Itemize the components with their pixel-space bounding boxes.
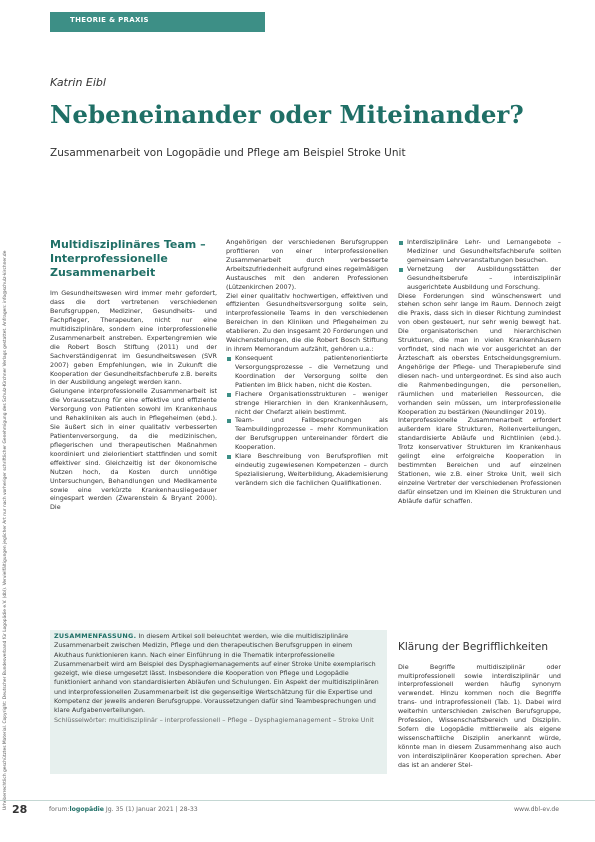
demands-list: [226, 354, 388, 488]
list-item: Klare Beschreibung von Berufsprofilen mit eindeutig zugewiesenen Kompetenzen – durch Spezialisierung, Weiterbildung, Akademisierung verändern sich die fachlichen Qualifikationen.: [226, 452, 388, 488]
journal-info: forum:logopädie Jg. 35 (1) Januar 2021 | 28-33: [49, 806, 198, 813]
summary-label: ZUSAMMENFASSUNG.: [54, 632, 137, 640]
list-item: Vernetzung der Ausbildungsstätten der Gesundheitsberufe – interdisziplinär ausgerichtete Ausbildung und Forschung.: [398, 265, 561, 292]
article-title: Nebeneinander oder Miteinander?: [50, 100, 524, 129]
section-heading-team: Multidisziplinäres Team – Interprofessionelle Zusammenarbeit: [50, 238, 206, 279]
bullet-icon: [227, 357, 231, 361]
bullet-icon: [227, 419, 231, 423]
paragraph: Diese Forderungen sind wünschenswert und stehen schon sehr lange im Raum. Dennoch zeigt die Praxis, dass sich in dieser Richtung zumindest von oben gesteuert, nur sehr wenig bewegt hat. Die organisatorischen und hierarchischen Strukturen, die man in vielen Krankenhäusern vorfindet, sind nach wie vor ausgerichtet an der Ärzteschaft als oberstes Entscheidungsgremium. Angehörige der Pflege- und Therapieberufe sind diesen nach- und untergeordnet. Es sind also auch die Rahmenbedingungen, die personellen, räumlichen und materiellen Ressourcen, die vorhanden sein müssen, um interprofessionelle Kooperation zu bestärken (Neundlinger 2019).: [398, 291, 561, 416]
paragraph: Interprofessionelle Zusammenarbeit erfordert außerdem klare Strukturen, Rollenverteilungen, standardisierte Abläufe und Richtlinien (ebd.). Trotz konservativer Strukturen im Krankenhaus gelingt eine erfolgreiche Kooperation in bestimmten Bereichen und auf einzelnen Stationen, wie z.B. einer Stroke Unit, weil sich einzelne Vertreter der verschiedenen Professionen dafür einsetzen und im Kleinen die Strukturen und Abläufe dafür schaffen.: [398, 416, 561, 505]
paragraph: Gelungene interprofessionelle Zusammenarbeit ist die Voraussetzung für eine effektive und effiziente Versorgung von Patienten sowohl im Krankenhaus und Rehakliniken als auch in Pflegeheimen (ebd.). Sie äußert sich in einer qualitativ verbesserten Patientenversorgung, da die medizinischen, pflegerischen und therapeutischen Maßnahmen koordiniert und zielorientiert stattfinden und somit effektiver sind. Gleichzeitig ist der ökonomische Nutzen hoch, da Kosten durch unnötige Untersuchungen, Behandlungen und Medikamente sowie eine verkürzte Krankenhausliegedauer eingespart werden (Zwarenstein & Bryant 2000). Die: [50, 387, 217, 512]
page-number: 28: [12, 803, 28, 816]
author-name: Katrin Eibl: [50, 76, 106, 89]
paragraph: Die Begriffe multidisziplinär oder multiprofessionell sowie interdisziplinär und interprofessionell werden häufig synonym verwendet. Hinzu kommen noch die Begriffe trans- und intraprofessionell (Tab. 1). Dabei wird weiterhin unterschieden zwischen Berufsgruppe, Profession, Wissenschaftsbereich und Disziplin. Sofern die Logopädie mittlerweile als eigene wissenschaftliche Disziplin anerkannt würde, könnte man in diesem Zusammenhang also auch von interdisziplinärer Kooperation sprechen. Aber das ist an anderer Stel-: [398, 662, 561, 769]
column-3-section-2: [398, 640, 561, 770]
footer-divider: [0, 800, 595, 801]
section-heading-terms: Klärung der Begrifflichkeiten: [398, 641, 549, 653]
article-subtitle: Zusammenarbeit von Logopädie und Pflege am Beispiel Stroke Unit: [50, 147, 406, 159]
bullet-icon: [227, 393, 231, 397]
list-item: Interdisziplinäre Lehr- und Lernangebote – Mediziner und Gesundheitsfachberufe sollten gemeinsam Lehrveranstaltungen besuchen.: [398, 238, 561, 265]
section-label: THEORIE & PRAXIS: [70, 16, 149, 24]
issue-info: Jg. 35 (1) Januar 2021 | 28-33: [105, 806, 198, 813]
journal-name: logopädie: [69, 806, 104, 813]
copyright-notice: Urheberrechtlich geschütztes Material. Copyright: Deutscher Bundesverband für Logopädie e.V. (dbl). Vervielfältigungen jeglicher Art nur nach vorheriger schriftlicher Genehmigung des Schulz-Kirchner Verlags gestattet. Anfragen: info@schulz-kirchner.de: [3, 250, 8, 810]
paragraph: Ziel einer qualitativ hochwertigen, effektiven und effizienten Gesundheitsversorgung sollte sein, interprofessionelle Teams in den verschiedenen Bereichen in den Kliniken und Pflegeheimen zu etablieren. Zu den insgesamt 20 Forderungen und Weichenstellungen, die die Robert Bosch Stiftung in ihrem Memorandum aufzählt, gehören u.a.:: [226, 291, 388, 354]
column-1: [50, 238, 217, 512]
summary-text: [54, 632, 384, 725]
bullet-icon: [227, 455, 231, 459]
bullet-icon: [399, 241, 403, 245]
paragraph: Angehörigen der verschiedenen Berufsgruppen profitieren von einer interprofessionellen Zusammenarbeit durch verbesserte Arbeitszufriedenheit aufgrund eines regelmäßigen Austausches mit den anderen Professionen (Lützenkirchen 2007).: [226, 238, 388, 291]
column-2: [226, 238, 388, 488]
column-3: [398, 238, 561, 506]
list-item: Team- und Fallbesprechungen als Teambuildingprozesse – mehr Kommunikation der Berufsgruppen untereinander fördert die Kooperation.: [226, 416, 388, 452]
list-item: Flachere Organisationsstrukturen – weniger strenge Hierarchien in den Krankenhäusern, nicht der Chefarzt allein bestimmt.: [226, 390, 388, 417]
paragraph: Im Gesundheitswesen wird immer mehr gefordert, dass die dort vertretenen verschiedenen Berufsgruppen, Mediziner, Gesundheits- und Fachpfleger, Therapeuten, nicht nur eine multidisziplinäre, sondern eine interprofessionelle Zusammenarbeit anstreben. Expertengremien wie die Robert Bosch Stiftung (2011) und der Sachverständigenrat im Gesundheitswesen (SVR 2007) geben Empfehlungen, wie in Zukunft die Kooperation der Gesundheitsfachberufe z.B. bereits in der Ausbildung angelegt werden kann.: [50, 289, 217, 387]
bullet-icon: [399, 268, 403, 272]
list-item: Konsequent patientenorientierte Versorgungsprozesse – die Vernetzung und Koordination der Versorgung sollte den Patienten im Blick haben, nicht die Kosten.: [226, 354, 388, 390]
summary-body: In diesem Artikel soll beleuchtet werden, wie die multidisziplinäre Zusammenarbeit zwischen Medizin, Pflege und den therapeutischen Berufsgruppen in einem Akuthaus funktionieren kann. Nach einer Einführung in die Thematik interprofessionelle Zusammenarbeit wird am Beispiel des Dysphagiemanagements auf einer Stroke Unite exemplarisch gezeigt, wie diese umgesetzt lässt. Insbesondere die Kooperation von Pflege und Logopädie funktioniert anhand von standardisierten Abläufen und Schulungen. Ein Aspekt der multidisziplinären und interprofessionellen Zusammenarbeit ist die gegenseitige Wertschätzung für die Expertise und Kompetenz der jeweils anderen Berufsgruppe. Voraussetzungen dafür sind Teambesprechungen und klare Aufgabenverteilungen.: [54, 632, 379, 715]
keywords: Schlüsselwörter: multidisziplinär – interprofessionell – Pflege – Dysphagiemanagement – Stroke Unit: [54, 715, 374, 724]
website-link[interactable]: www.dbl-ev.de: [514, 806, 560, 813]
demands-list-continued: [398, 238, 561, 292]
